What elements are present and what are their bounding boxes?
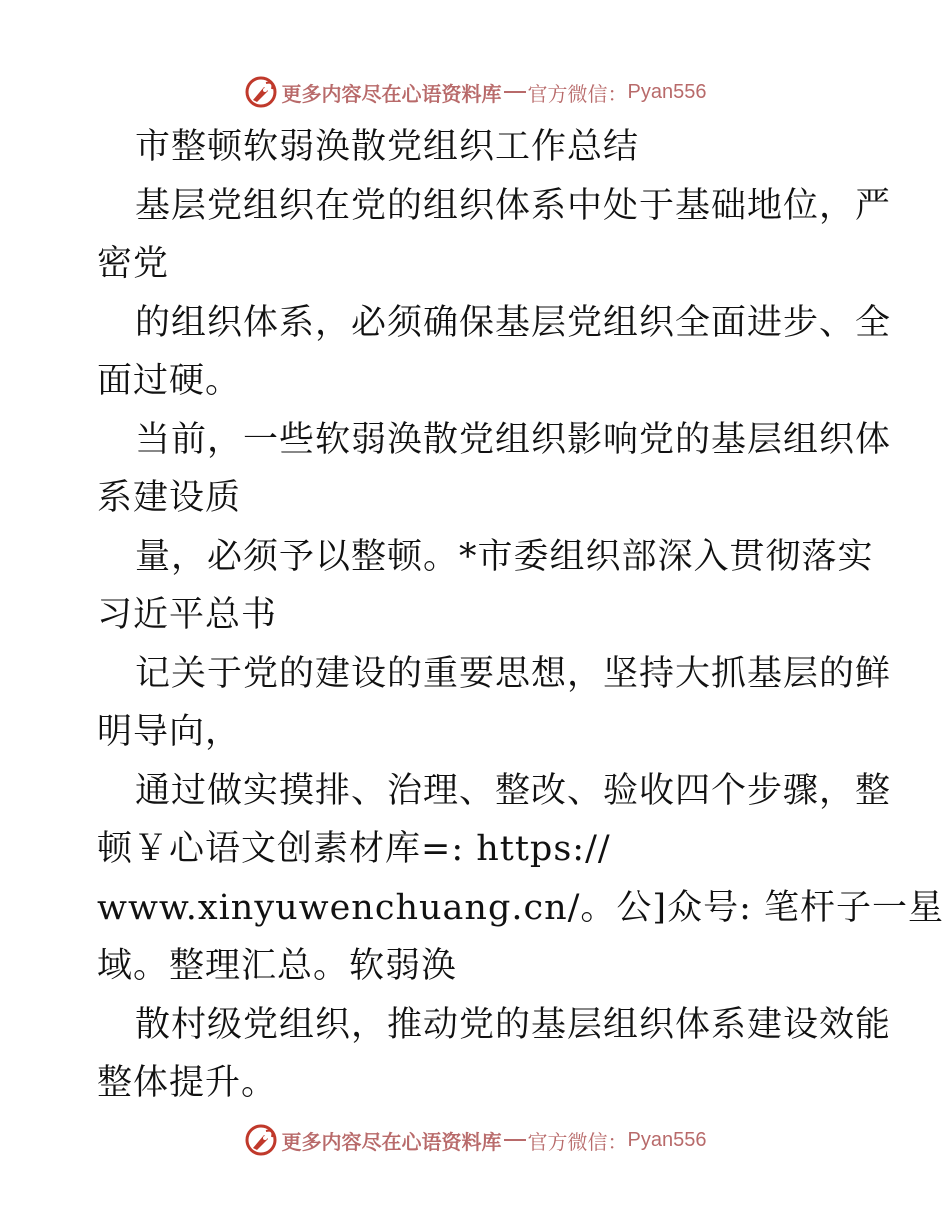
footer-banner xyxy=(0,1120,950,1160)
header-dash xyxy=(504,91,526,93)
header-banner xyxy=(0,72,950,112)
document-title: 市整顿软弱涣散党组织工作总结 xyxy=(135,127,640,167)
paragraph-line: 习近平总书 xyxy=(97,595,278,635)
paragraph-line: 记关于党的建设的重要思想，坚持大抓基层的鲜 xyxy=(135,653,892,694)
header-official-label: 官方微信： xyxy=(527,81,628,106)
paragraph-line: 量，必须予以整顿。*市委组织部深入贯彻落实 xyxy=(135,536,874,577)
paragraph-line: 面过硬。 xyxy=(97,361,242,401)
pen-nib-logo-icon xyxy=(244,75,278,109)
paragraph-line: 顿￥心语文创素材库=: https:// xyxy=(97,829,611,869)
footer-dash xyxy=(504,1139,526,1141)
paragraph-line: 的组织体系，必须确保基层党组织全面进步、全 xyxy=(135,302,892,343)
paragraph-line: 明导向， xyxy=(97,712,242,752)
footer-official-label: 官方微信： xyxy=(527,1129,628,1154)
pen-nib-logo-icon xyxy=(244,1123,278,1157)
footer-brand-text: 更多内容尽在心语资料库 xyxy=(281,1129,502,1154)
paragraph-line: 域。整理汇总。软弱涣 xyxy=(97,946,458,986)
paragraph-line: 系建设质 xyxy=(97,478,242,518)
document-body xyxy=(97,118,944,1113)
footer-contact-id: Pyan556 xyxy=(627,1128,707,1151)
header-contact-id: Pyan556 xyxy=(627,80,707,103)
paragraph-line: 基层党组织在党的组织体系中处于基础地位，严 xyxy=(135,185,892,226)
header-brand-text: 更多内容尽在心语资料库 xyxy=(281,81,502,106)
paragraph-line: 密党 xyxy=(97,244,170,284)
paragraph-line: 散村级党组织，推动党的基层组织体系建设效能 xyxy=(135,1004,892,1045)
paragraph-line: www.xinyuwenchuang.cn/。公]众号: 笔杆子一星 xyxy=(97,887,944,928)
paragraph-line: 通过做实摸排、治理、整改、验收四个步骤，整 xyxy=(135,770,892,811)
paragraph-line: 当前，一些软弱涣散党组织影响党的基层组织体 xyxy=(135,419,892,460)
paragraph-line: 整体提升。 xyxy=(97,1063,278,1103)
